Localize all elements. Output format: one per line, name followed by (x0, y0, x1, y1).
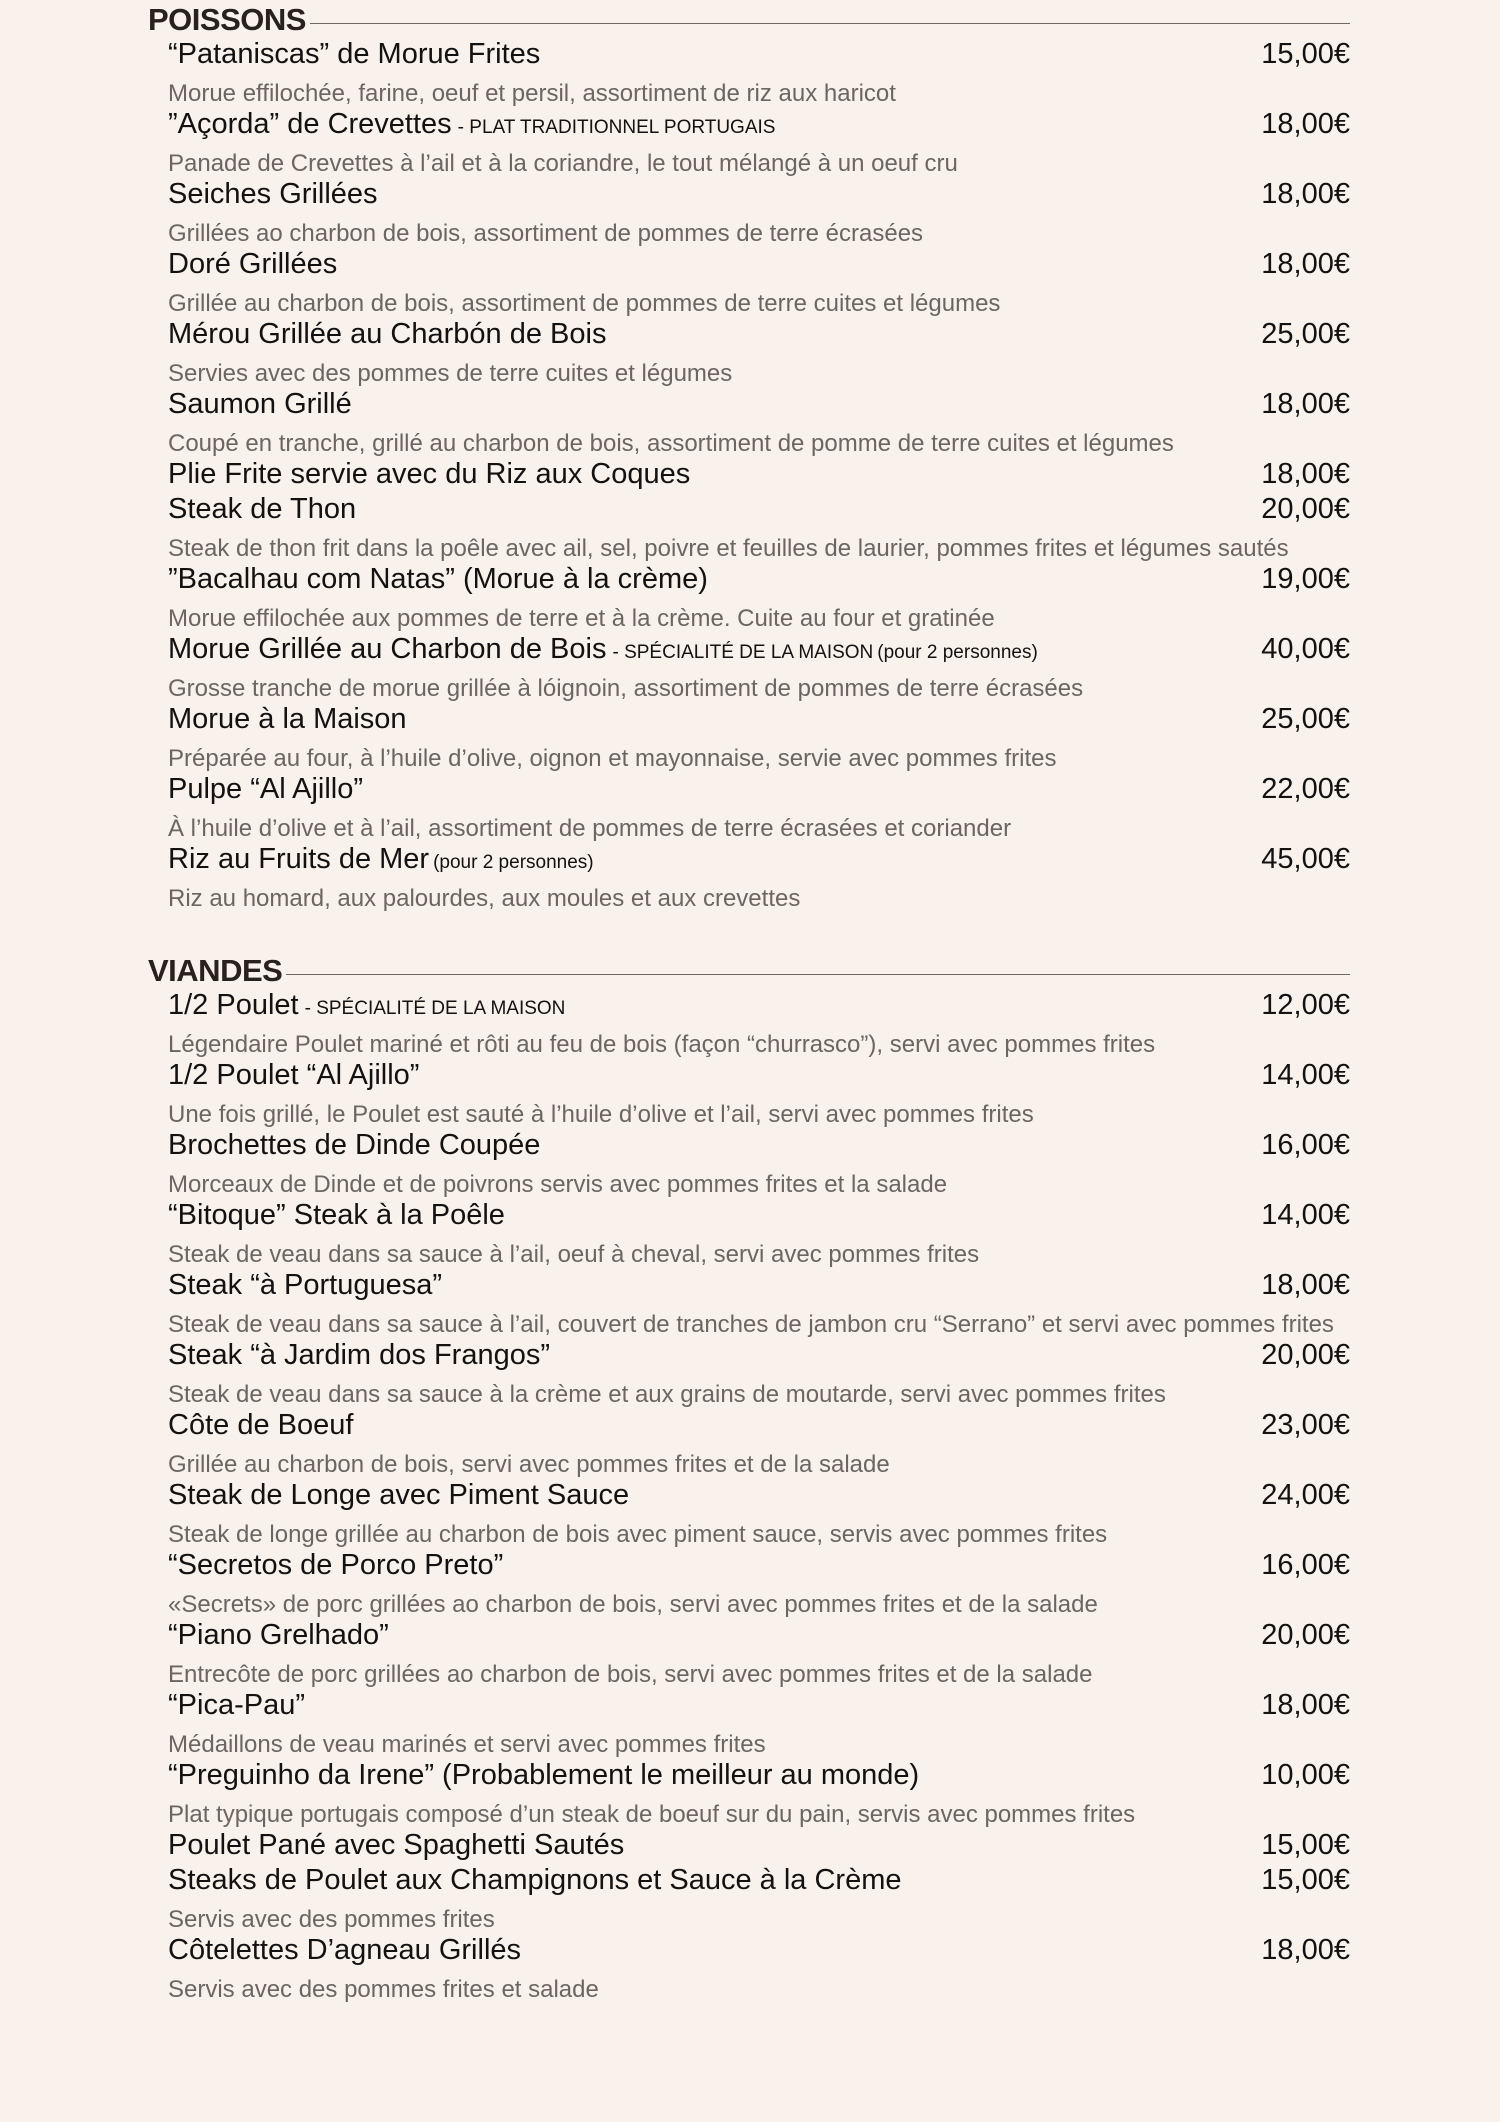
dish-description: Steak de veau dans sa sauce à la crème et aux grains de moutarde, servi avec pommes frites (168, 1381, 1166, 1408)
dish-name: Poulet Pané avec Spaghetti Sautés (168, 1829, 625, 1861)
dish-name: Mérou Grillée au Charbón de Bois (168, 318, 607, 350)
dish-name: Plie Frite servie avec du Riz aux Coques (168, 458, 691, 490)
dish-description: Grillée au charbon de bois, assortiment de pommes de terre cuites et légumes (168, 290, 1001, 317)
dish-description: Grosse tranche de morue grillée à lóignoin, assortiment de pommes de terre écrasées (168, 675, 1084, 702)
menu-item (168, 1549, 1350, 1619)
section-header (148, 953, 1350, 989)
dish-description: Morue effilochée aux pommes de terre et à la crème. Cuite au four et gratinée (168, 605, 995, 632)
dish-name: Steak “à Portuguesa” (168, 1269, 443, 1301)
menu-item (168, 1759, 1350, 1829)
menu-item (168, 1059, 1350, 1129)
dish-name: Morue Grillée au Charbon de Bois (168, 633, 607, 665)
dish-price: 40,00€ (1261, 633, 1350, 665)
dish-description: Grillées ao charbon de bois, assortiment de pommes de terre écrasées (168, 220, 924, 247)
dish-description: Une fois grillé, le Poulet est sauté à l’huile d’olive et l’ail, servi avec pommes frites (168, 1101, 1034, 1128)
dish-name: 1/2 Poulet “Al Ajillo” (168, 1059, 420, 1091)
dish-description: Panade de Crevettes à l’ail et à la coriandre, le tout mélangé à un oeuf cru (168, 150, 958, 177)
menu-items-list (148, 38, 1350, 913)
dish-price: 22,00€ (1261, 773, 1350, 805)
dish-name: ”Bacalhau com Natas” (Morue à la crème) (168, 563, 708, 595)
dish-price: 15,00€ (1261, 1829, 1350, 1861)
menu-item (168, 1864, 1350, 1934)
dish-description: Légendaire Poulet mariné et rôti au feu de bois (façon “churrasco”), servi avec pommes frites (168, 1031, 1156, 1058)
dish-name: Steak de Longe avec Piment Sauce (168, 1479, 630, 1511)
menu-item (168, 1409, 1350, 1479)
dish-description: À l’huile d’olive et à l’ail, assortiment de pommes de terre écrasées et coriander (168, 815, 1012, 842)
section-divider (286, 974, 1350, 975)
menu-item (168, 1934, 1350, 2004)
menu-item (168, 703, 1350, 773)
dish-price: 25,00€ (1261, 703, 1350, 735)
dish-price: 18,00€ (1261, 178, 1350, 210)
menu-item (168, 38, 1350, 108)
dish-price: 20,00€ (1261, 1339, 1350, 1371)
menu-item (168, 1129, 1350, 1199)
dish-description: «Secrets» de porc grillées ao charbon de bois, servi avec pommes frites et de la salade (168, 1591, 1098, 1618)
dish-price: 18,00€ (1261, 108, 1350, 140)
dish-price: 45,00€ (1261, 843, 1350, 875)
menu-item (168, 1829, 1350, 1864)
menu-item (168, 1689, 1350, 1759)
menu-item (168, 1199, 1350, 1269)
dish-description: Morue effilochée, farine, oeuf et persil, assortiment de riz aux haricot (168, 80, 896, 107)
dish-price: 18,00€ (1261, 1689, 1350, 1721)
section-poissons (148, 2, 1350, 913)
menu-items-list (148, 989, 1350, 2004)
menu-item (168, 1339, 1350, 1409)
dish-name: “Bitoque” Steak à la Poêle (168, 1199, 505, 1231)
dish-name: “Secretos de Porco Preto” (168, 1549, 504, 1581)
dish-name: Saumon Grillé (168, 388, 352, 420)
dish-price: 20,00€ (1261, 1619, 1350, 1651)
dish-name: Morue à la Maison (168, 703, 407, 735)
menu-item (168, 108, 1350, 178)
menu-item (168, 1269, 1350, 1339)
dish-price: 10,00€ (1261, 1759, 1350, 1791)
dish-description: Morceaux de Dinde et de poivrons servis avec pommes frites et la salade (168, 1171, 948, 1198)
dish-price: 18,00€ (1261, 388, 1350, 420)
dish-price: 19,00€ (1261, 563, 1350, 595)
dish-price: 23,00€ (1261, 1409, 1350, 1441)
dish-price: 25,00€ (1261, 318, 1350, 350)
dish-portion-note: (pour 2 personnes) (877, 642, 1038, 663)
dish-price: 14,00€ (1261, 1059, 1350, 1091)
menu-item (168, 843, 1350, 913)
dish-note: - PLAT TRADITIONNEL PORTUGAIS (457, 117, 776, 138)
dish-price: 16,00€ (1261, 1549, 1350, 1581)
dish-price: 18,00€ (1261, 1269, 1350, 1301)
dish-description: Steak de longe grillée au charbon de bois avec piment sauce, servis avec pommes frites (168, 1521, 1108, 1548)
dish-name: Steak de Thon (168, 493, 357, 525)
menu-item (168, 633, 1350, 703)
dish-price: 18,00€ (1261, 1934, 1350, 1966)
dish-description: Médaillons de veau marinés et servi avec pommes frites (168, 1731, 766, 1758)
dish-name: Steak “à Jardim dos Frangos” (168, 1339, 550, 1371)
dish-price: 15,00€ (1261, 38, 1350, 70)
dish-note: - SPÉCIALITÉ DE LA MAISON (304, 998, 566, 1019)
dish-description: Entrecôte de porc grillées ao charbon de bois, servi avec pommes frites et de la salade (168, 1661, 1093, 1688)
section-viandes (148, 953, 1350, 2004)
dish-name: Seiches Grillées (168, 178, 378, 210)
dish-name: Pulpe “Al Ajillo” (168, 773, 364, 805)
dish-price: 14,00€ (1261, 1199, 1350, 1231)
dish-price: 24,00€ (1261, 1479, 1350, 1511)
dish-name: ”Açorda” de Crevettes (168, 108, 452, 140)
dish-description: Préparée au four, à l’huile d’olive, oignon et mayonnaise, servie avec pommes frites (168, 745, 1057, 772)
dish-description: Steak de veau dans sa sauce à l’ail, oeuf à cheval, servi avec pommes frites (168, 1241, 980, 1268)
dish-name: Côte de Boeuf (168, 1409, 354, 1441)
dish-description: Servies avec des pommes de terre cuites et légumes (168, 360, 733, 387)
menu-item (168, 178, 1350, 248)
menu-item (168, 493, 1350, 563)
dish-price: 20,00€ (1261, 493, 1350, 525)
menu-item (168, 458, 1350, 493)
menu-item (168, 563, 1350, 633)
dish-name: 1/2 Poulet (168, 989, 299, 1021)
menu-item (168, 318, 1350, 388)
dish-description: Grillée au charbon de bois, servi avec pommes frites et de la salade (168, 1451, 890, 1478)
menu-item (168, 989, 1350, 1059)
dish-name: “Preguinho da Irene” (Probablement le meilleur au monde) (168, 1759, 920, 1791)
dish-price: 12,00€ (1261, 989, 1350, 1021)
dish-description: Coupé en tranche, grillé au charbon de bois, assortiment de pomme de terre cuites et légumes (168, 430, 1174, 457)
section-divider (310, 23, 1350, 24)
dish-name: Côtelettes D’agneau Grillés (168, 1934, 522, 1966)
dish-name: “Pica-Pau” (168, 1689, 305, 1721)
dish-description: Servis avec des pommes frites et salade (168, 1976, 599, 2003)
menu-item (168, 1479, 1350, 1549)
dish-name: Brochettes de Dinde Coupée (168, 1129, 541, 1161)
dish-price: 16,00€ (1261, 1129, 1350, 1161)
dish-description: Plat typique portugais composé d’un steak de boeuf sur du pain, servis avec pommes frites (168, 1801, 1136, 1828)
dish-name: Riz au Fruits de Mer (168, 843, 430, 875)
dish-price: 18,00€ (1261, 458, 1350, 490)
dish-price: 18,00€ (1261, 248, 1350, 280)
menu-item (168, 773, 1350, 843)
dish-name: Doré Grillées (168, 248, 338, 280)
dish-name: Steaks de Poulet aux Champignons et Sauce à la Crème (168, 1864, 902, 1896)
dish-description: Servis avec des pommes frites (168, 1906, 495, 1933)
menu-item (168, 248, 1350, 318)
dish-price: 15,00€ (1261, 1864, 1350, 1896)
menu-item (168, 388, 1350, 458)
section-title: POISSONS (148, 2, 306, 37)
section-header (148, 2, 1350, 38)
dish-description: Steak de thon frit dans la poêle avec ail, sel, poivre et feuilles de laurier, pommes frites et légumes sautés (168, 535, 1289, 562)
menu-item (168, 1619, 1350, 1689)
dish-description: Riz au homard, aux palourdes, aux moules et aux crevettes (168, 885, 801, 912)
dish-description: Steak de veau dans sa sauce à l’ail, couvert de tranches de jambon cru “Serrano” et servi avec pommes frites (168, 1311, 1334, 1338)
dish-name: “Piano Grelhado” (168, 1619, 389, 1651)
dish-name: “Pataniscas” de Morue Frites (168, 38, 541, 70)
dish-note: - SPÉCIALITÉ DE LA MAISON (612, 642, 874, 663)
section-title: VIANDES (148, 953, 283, 988)
dish-portion-note: (pour 2 personnes) (433, 852, 594, 873)
